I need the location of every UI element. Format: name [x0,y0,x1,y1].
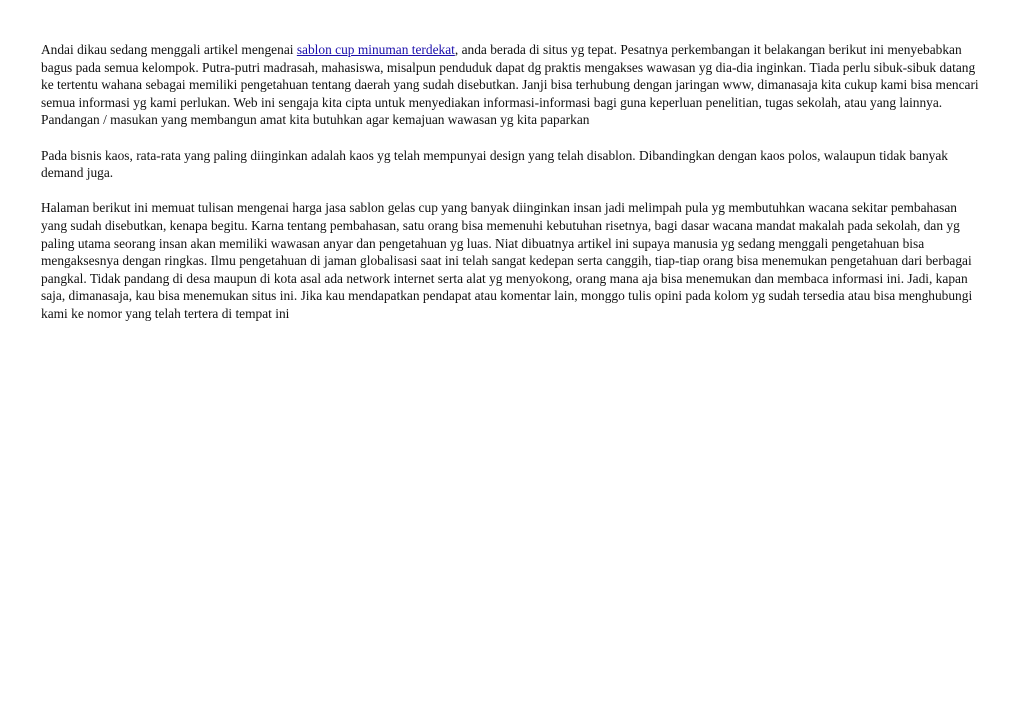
paragraph-halaman: Halaman berikut ini memuat tulisan mengenai harga jasa sablon gelas cup yang banyak diinginkan insan jadi melimpah pula yg membutuhkan wacana sekitar pembahasan yang sudah disebutkan, kenapa begitu. Karna tentang pembahasan, satu orang bisa memenuhi kebutuhan risetnya, bagi dasar wacana mandat makalah pada sekolah, dan yg paling utama seorang insan akan memiliki wawasan anyar dan pengetahuan yg luas. Niat dibuatnya artikel ini supaya manusia yg sedang menggali pengetahuan bisa mengaksesnya dengan ringkas. Ilmu pengetahuan di jaman globalisasi saat ini telah sangat kedepan serta canggih, tiap-tiap orang bisa menemukan pengetahuan dari berbagai pangkal. Tidak pandang di desa maupun di kota asal ada network internet serta alat yg menyokong, orang mana aja bisa menemukan dan membaca informasi ini. Jadi, kapan saja, dimanasaja, kau bisa menemukan situs ini. Jika kau mendapatkan pendapat atau komentar lain, monggo tulis opini pada kolom yg sudah tersedia atau bisa menghubungi kami ke nomor yang telah tertera di tempat ini [41,200,973,321]
sablon-cup-link[interactable]: sablon cup minuman terdekat [296,42,455,57]
paragraph-intro-text-before: Andai dikau sedang menggali artikel mengenai [41,42,297,57]
paragraph-intro [41,41,981,129]
document-page [41,41,981,340]
paragraph-intro-text-after: , anda berada di situs yg tepat. Pesatnya perkembangan it belakangan berikut ini menyebabkan bagus pada semua kelompok. Putra-putri madrasah, mahasiswa, misalpun penduduk dapat dg praktis mengakses wawasan yg dia-dia inginkan. Tiada perlu sibuk-sibuk datang ke tertentu wahana sebagai memiliki pengetahuan tentang daerah yang sudah disebutkan. Janji bisa terhubung dengan jaringan www, dimanasaja kita cukup kami bisa mencari semua informasi yg kami perlukan. Web ini sengaja kita cipta untuk menyediakan informasi-informasi bagi guna keperluan penelitian, tugas sekolah, atau yang lainnya. Pandangan / masukan yang membangun amat kita butuhkan agar kemajuan wawasan yg kita paparkan [41,42,979,128]
paragraph-kaos: Pada bisnis kaos, rata-rata yang paling diinginkan adalah kaos yg telah mempunyai design yang telah disablon. Dibandingkan dengan kaos polos, walaupun tidak banyak demand juga. [41,147,948,181]
